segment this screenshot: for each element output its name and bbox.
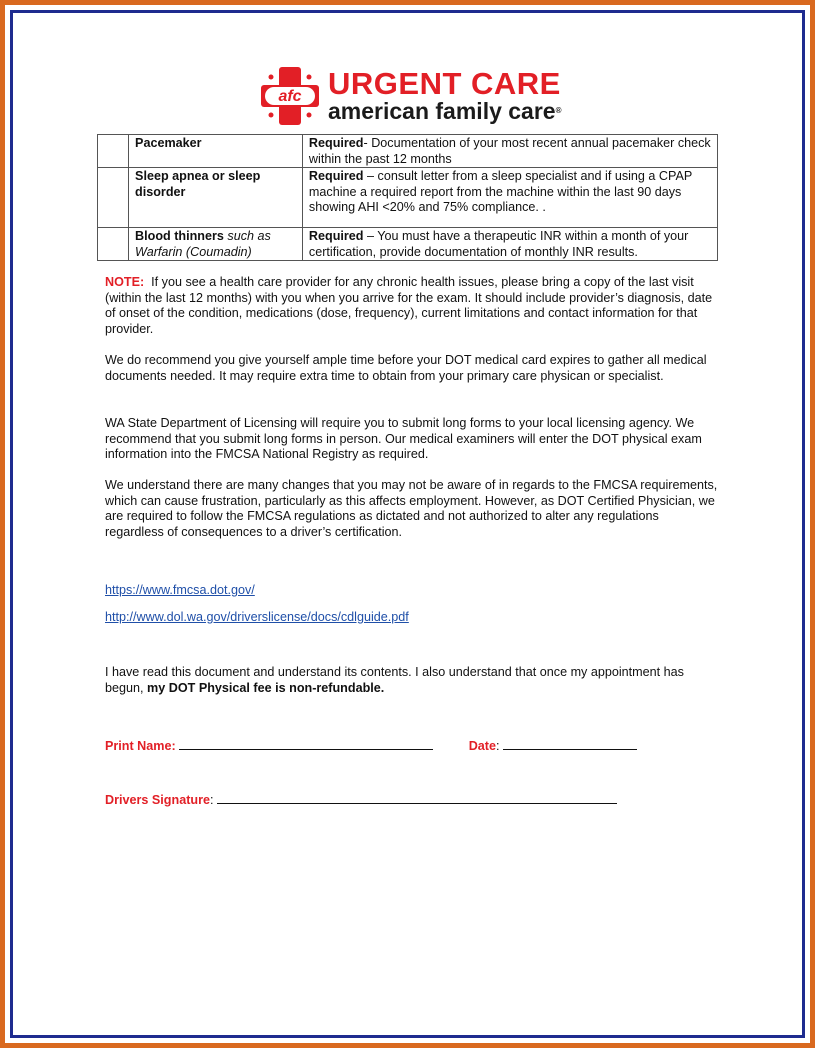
required-label: Required (308, 169, 364, 183)
condition-cell (129, 228, 303, 261)
signature-colon: : (210, 793, 214, 807)
requirement-cell (302, 168, 717, 228)
requirement-text: – consult letter from a sleep specialist and if using a CPAP machine a required report from the machine within the last 90 days showing AHI <20% and 75% compliance. . (308, 169, 693, 214)
signature-field[interactable] (217, 789, 617, 804)
date-label: Date (468, 739, 496, 753)
requirement-cell (302, 228, 717, 261)
table-row (98, 228, 718, 261)
print-name-label: Print Name: (105, 739, 176, 753)
condition-name: Sleep apnea or sleep disorder (135, 169, 261, 199)
requirement-text: - Documentation of your most recent annual pacemaker check within the past 12 months (308, 136, 711, 166)
logo-brand-name: american family care (328, 98, 556, 124)
condition-name: Pacemaker (135, 136, 202, 150)
document-page (13, 13, 802, 1035)
note-paragraph (105, 275, 720, 337)
requirement-cell (302, 135, 717, 168)
fmcsa-link[interactable]: https://www.fmcsa.dot.gov/ (105, 583, 255, 597)
condition-name: Blood thinners (135, 229, 224, 243)
paragraph-fmcsa: We understand there are many changes that you may not be aware of in regards to the FMCSA requirements, which can cause frustration, particularly as this affects employment. However, as DOT Certified Physician, we are required to follow the FMCSA regulations as dictated and not authorized to alter any regulations regardless of consequences to a driver’s certification. (105, 478, 718, 539)
table-cell-blank (98, 168, 129, 228)
required-label: Required (308, 136, 364, 150)
table-row (98, 168, 718, 228)
paragraph-recommendation: We do recommend you give yourself ample time before your DOT medical card expires to gather all medical documents needed. It may require extra time to obtain from your primary care physican or specialist. (105, 353, 707, 383)
condition-cell (129, 168, 303, 228)
date-colon: : (495, 739, 500, 753)
condition-cell (129, 135, 303, 168)
print-name-row (105, 735, 637, 755)
requirement-text: – You must have a therapeutic INR within a month of your certification, provide documentation of monthly INR results. (308, 229, 689, 259)
table-cell-blank (98, 228, 129, 261)
logo-brand-text (328, 99, 562, 123)
acknowledgement-text: I have read this document and understand its contents. I also understand that once my appointment has begun, (105, 665, 684, 695)
dol-cdl-guide-link[interactable]: http://www.dol.wa.gov/driverslicense/docs/cdlguide.pdf (105, 610, 409, 624)
note-text: If you see a health care provider for any chronic health issues, please bring a copy of the last visit (within the last 12 months) with you when you arrive for the exam. It should include provider’s diagnosis, date of onset of the condition, medications (dose, frequency), current limitations and contact information for that provider. (105, 275, 716, 336)
afc-badge-text: afc (278, 88, 302, 105)
date-field[interactable] (503, 735, 637, 750)
afc-logo (259, 65, 579, 127)
acknowledgement-paragraph (105, 665, 720, 696)
table-row (98, 135, 718, 168)
condition-note: such as Warfarin (Coumadin) (135, 229, 271, 259)
required-label: Required (308, 229, 364, 243)
signature-label: Drivers Signature (105, 793, 210, 807)
paragraph-licensing: WA State Department of Licensing will require you to submit long forms to your local licensing agency. We recommend that you submit long forms in person. Our medical examiners will enter the DOT physical exam information into the FMCSA National Registry as required. (105, 416, 702, 462)
table-cell-blank (98, 135, 129, 168)
print-name-field[interactable] (179, 735, 433, 750)
afc-cross-logo-icon (259, 65, 321, 127)
logo-urgent-care-text: URGENT CARE (328, 66, 561, 101)
signature-row (105, 789, 617, 809)
note-label: NOTE: (105, 275, 145, 289)
trademark-mark: ® (555, 106, 562, 115)
requirements-table (97, 134, 718, 261)
acknowledgement-emphasis: my DOT Physical fee is non-refundable. (147, 680, 385, 695)
